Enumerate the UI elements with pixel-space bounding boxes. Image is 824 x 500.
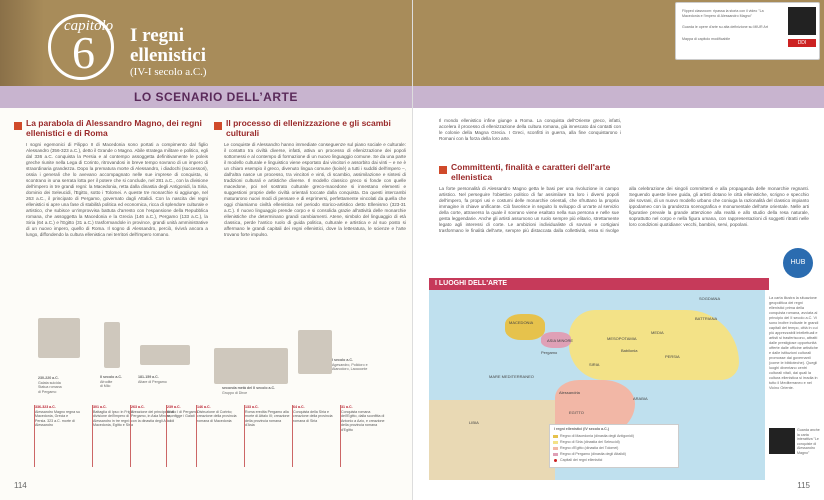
- chapter-number: 6: [72, 27, 95, 78]
- map-legend-item: Regno d'Egitto (dinastia dei Tolomei): [560, 446, 619, 450]
- legend-swatch: [553, 453, 558, 456]
- chapter-header: [0, 0, 412, 86]
- caption: 181-159 a.C. Altare di Pergamo: [138, 375, 167, 384]
- sculpture-dirce-photo: [214, 348, 288, 384]
- right-page: [412, 0, 824, 500]
- resource-video-link[interactable]: Flipped classroom: ripassa la storia con il video "La Macedonia e l'impero di Alessandro Magno": [682, 9, 764, 18]
- resource-map-link[interactable]: Mappa di capitolo modificabile: [682, 37, 731, 41]
- map-label: ASIA MINORE: [547, 338, 574, 343]
- chapter-title-line1: I regni: [130, 25, 185, 46]
- timeline-item: 336-323 a.C. Alessandro Magno regna su Macedonia, Grecia e Persia. 323 a.C. morte di Alessandro: [34, 405, 80, 467]
- map-label: SIRIA: [589, 362, 600, 367]
- map-label: MARE MEDITERRANEO: [489, 374, 534, 379]
- timeline-item: 31 a.C. Conquista romana dell'Egitto, dalla sconfitta di Antonio a Azio, e creazione della provincia romana d'Egitto: [340, 405, 386, 467]
- map-label: EGITTO: [569, 410, 584, 415]
- chapter-title-line2: ellenistici: [130, 45, 206, 66]
- legend-swatch: [553, 447, 558, 450]
- map-title: I LUOGHI DELL'ARTE: [435, 280, 508, 287]
- timeline-item: 133 a.C. Roma eredita Pergamo alla morte di Attalo III; creazione della provincia romana d'Asia: [244, 405, 290, 467]
- chapter-word: capitolo: [64, 18, 114, 34]
- altar-pergamo-photo: [140, 345, 190, 365]
- map-city: Babilonia: [621, 348, 638, 353]
- map-label: MESOPOTAMIA: [607, 336, 637, 341]
- sculpture-galata-photo: [38, 318, 80, 358]
- caption: 230-220 a.C. Galata suicida Statua romana di Pergamo: [38, 376, 62, 394]
- section-band-title: LO SCENARIO DELL’ARTE: [134, 90, 298, 104]
- map-legend-item: Regno di Siria (dinastia dei Seleucidi): [560, 440, 620, 444]
- map-label: MACEDONIA: [509, 320, 534, 325]
- map-city: Alessandria: [559, 390, 580, 395]
- chapter-subtitle: (IV-I secolo a.C.): [130, 66, 207, 78]
- map-hellenistic-kingdoms: [429, 290, 765, 480]
- map-label: SOGDIANA: [699, 296, 721, 301]
- sculpture-laocoonte-photo: [298, 330, 332, 374]
- qr-code-icon[interactable]: [788, 7, 816, 35]
- map-legend-title: I regni ellenistici (IV secolo a.C.): [554, 427, 609, 431]
- resource-art-link[interactable]: Guarda le opere d'arte su alta definizione su MIUR Art: [682, 25, 768, 29]
- map-legend-item: Regno di Pergamo (dinastia degli Attalidi): [560, 452, 626, 456]
- map-city: Pergamo: [541, 350, 558, 355]
- caption: seconda metà del II secolo a.C. Gruppo di Dirce: [222, 386, 276, 395]
- map-legend: [549, 424, 679, 468]
- map-caption: La carta illustra la situazione geopolitica dei regni ellenistici prima della conquista romana, avviata al principio del II secolo a.C. Vi sono inoltre indicate le grandi capitali del tempo, città in cui più apprezzabili intellettuali e artisti si trasferiscono, attratti dalle prestigiose opportunità offerte dalle officine artistiche e dalle istituzioni culturali promosse dai governanti (come le biblioteche). Quegli luoghi diventano centri culturali vitali, dai quali la cultura ellenistica si irradia in tutto il Mediterraneo e nel Vicino Oriente.: [769, 296, 819, 390]
- bullet-square-icon: [214, 122, 222, 130]
- section-body-2: Le conquiste di Alessandro hanno immediate conseguenze sul piano sociale e culturale: il contatto tra civiltà diverse, infatti, attiva un processo di ellenizzazione dei popoli sottomessi e al contempo di formazione di un nuovo linguaggio comune. Se da una parte il modello culturale e linguistico viene esportato dai vincitori e assorbito dai vinti – e ne è un chiaro esempio il greco, divenuto lingua comune (koinè) a tutti i sudditi dell'impero –, dall'altra nasce un processo, tra vincitori e vinti, di scambio, assimilazione e sintesi di tradizioni culturali e artistiche diverse. Il modello classico greco si fonde con quelle macedone, poi nel sostrato culturale greco-macedone si innestano elementi e suggestioni proprie delle civiltà orientali toccate dalla conquista. Da questi intercambi maturarono nuovi modi di pensare e di esprimersi, perfettamente vincolati da quella che oggi chiamiamo civiltà ellenistica nel periodo storico-artistico detto Ellenismo (323-31 a.C.). Il nuovo linguaggio prende corpo e si consolida grazie all'attività delle monarchie ellenistiche che determinano grandi cambiamenti. Atene, simbolo del linguaggio di età classica, perde l'antico ruolo di guida politica, culturale e artistica e al suo posto si affermano le grandi capitali dei regni ellenistici, dove la letteratura, le scienze e l'arte trovano forte impulso.: [224, 142, 406, 237]
- qr-code-icon[interactable]: [769, 428, 795, 454]
- bullet-square-icon: [14, 122, 22, 130]
- section-band: [0, 86, 412, 108]
- section-heading-1: La parabola di Alessandro Magno, dei regni ellenistici e di Roma: [26, 118, 202, 138]
- caption: II secolo a.C. Afrodite di Milo: [100, 375, 122, 388]
- section-band: [413, 86, 824, 108]
- section-heading-2: Il processo di ellenizzazione e gli scambi culturali: [226, 118, 391, 138]
- map-legend-item: Capitali dei regni ellenistici: [560, 458, 603, 462]
- intro-text: Il mondo ellenistico infine giunge a Roma. La conquista dell'Oriente greco, infatti, accelera il processo di ellenizzazione della cultura romana, già innescato dai contatti con le colonie della Magna Grecia. I Greci, sconfitti in guerra, alla fine conquistarono i Romani con la forza della loro arte.: [439, 118, 621, 141]
- timeline-item: 146 a.C. Distruzione di Corinto; creazione della provincia romana di Macedonia: [196, 405, 242, 467]
- map-label: BATTRIANA: [695, 316, 718, 321]
- bullet-square-icon: [439, 166, 447, 174]
- sculpture-afrodite-photo: [104, 322, 120, 368]
- map-legend-item: Regno di Macedonia (dinastia degli Antigonidi): [560, 434, 634, 438]
- digital-resources-box: [675, 2, 820, 60]
- legend-swatch: [553, 435, 558, 438]
- caption: I secolo a.C. Agesandro, Polidoro e Atanodoro, Laocoonte: [332, 358, 368, 371]
- legend-capital-dot: [554, 459, 557, 462]
- statue-photo: [0, 0, 44, 86]
- timeline-item: 64 a.C. Conquista della Siria e creazione della provincia romana di Siria: [292, 405, 338, 467]
- map-label: PERSIA: [665, 354, 680, 359]
- map-label: ARABIA: [633, 396, 648, 401]
- map-label: LIBIA: [469, 420, 479, 425]
- chapter-title: [130, 26, 206, 66]
- map-region-macedonia: [505, 314, 545, 340]
- timeline-item: 263 a.C. Creazione del principato di Pergamo, in Asia Minore, con la dinastia degli Attalidi: [130, 405, 176, 467]
- section-body-1: I sogni egemonici di Filippo II di Macedonia sono portati a compimento dal figlio Alessandro (356-323 a.C.), detto il Grande o Magno. Abile stratega militare e politico, egli dal 336 a.C. conquista la Persia e al contempo assoggetta definitivamente le poleis greche riunite nella Lega di Corinto, ritrovandosi in breve tempo sovrano di un impero di straordinaria grandezza. Dopo la prematura morte di Alessandro, i diadochi (successori), ossia i generali che lo avevano accompagnato nelle sue imprese di conquista, si scontrano in una serrata lotta per il potere che si conclude, nel 281 a.C., con la divisione dell'impero in tre grandi regni: la Macedonia, retta dalla dinastia degli Antigonidi, la Siria, dominio dei Seleucidi, l'Egitto, sotto i Tolomei. A queste tre monarchie si aggiunge, nel 263 a.C., il principato di Pergamo, governato dagli Attalidi. Con la nascita dei regni ellenistici si apre una fase di stabilità politica ed economica, ricca di splendore culturale e artistico, che subisce un'improvvisa battuta d'arresto con l'espansione della Repubblica romana, che assoggetta la Macedonia e la Grecia (146 a.C.), Pergamo (133 a.C.), la Siria (64 a.C.) e l'Egitto (31 a.C.) trasformandole in province, grandi unità amministrative di un nuovo impero, quello di Roma. Il sogno di Alessandro, perciò, rivivrà ancora a lungo, diffondendo la cultura ellenistica nei territori dell'impero romano.: [26, 142, 208, 237]
- map-label: MEDIA: [651, 330, 664, 335]
- page-number: 114: [14, 481, 27, 490]
- timeline-item: 301 a.C. Battaglia di Ipso: in Frigia: divisione dell'impero di Alessandro in tre regni: Macedonia, Egitto e Siria: [92, 405, 138, 467]
- map-title-bar: [429, 278, 769, 290]
- map-region-africa: [429, 400, 555, 480]
- section-heading-3: Committenti, finalità e caratteri dell'arte ellenistica: [451, 162, 611, 182]
- page-number: 115: [797, 481, 810, 490]
- legend-swatch: [553, 441, 558, 444]
- qr-caption: Guarda anche la carta interattiva "Le conquiste di Alessandro Magno": [797, 428, 820, 455]
- timeline-item: 239 a.C. Attalo I di Pergamo sconfigge i Galati: [166, 405, 212, 467]
- hub-maps-icon[interactable]: HUB: [783, 248, 813, 278]
- section-body-3: La forte personalità di Alessandro Magno getta le basi per una rivoluzione in campo artistico. Nel perseguire l'obiettivo politico di far assimilare tra loro i diversi popoli dell'impero, fa propri usi e costumi delle monarchie orientali, che sfruttano la propria immagine in chiave unificante. Ciò favorisce in seguito lo sviluppo di un'arte al servizio della corte, attraverso la quale il sovrano viene esaltato nella sua persona e nelle sue gesta leggendarie. Anche gli artisti assumono un ruolo sempre più elitario, strettamente legato agli interessi di corte. Le ambizioni individualiste di sovrani e cortigiani trasformano le finalità dell'arte, sempre più distaccata dalla collettività, essa si rivolge alla celebrazione dei singoli committenti e alla propaganda delle monarchie regnanti. Seguendo queste linee guida, gli artisti dotano le città ellenistiche, scrigno e specchio dei sovrani, di un nuovo modello urbano che coniuga la razionalità del classico impianto ippodameo con la grandezza scenografica e monumentale dell'arte orientale. Nelle arti figurative prevale la grande attenzione alla realtà e allo studio della resa naturale, soprattutto nel corpo e nella figura umana, con rappresentazioni di soggetti ritratti nelle loro condizioni quotidiane: vecchi, bambini, servi, popolani.: [439, 186, 809, 233]
- ddi-badge: DDI: [788, 39, 816, 47]
